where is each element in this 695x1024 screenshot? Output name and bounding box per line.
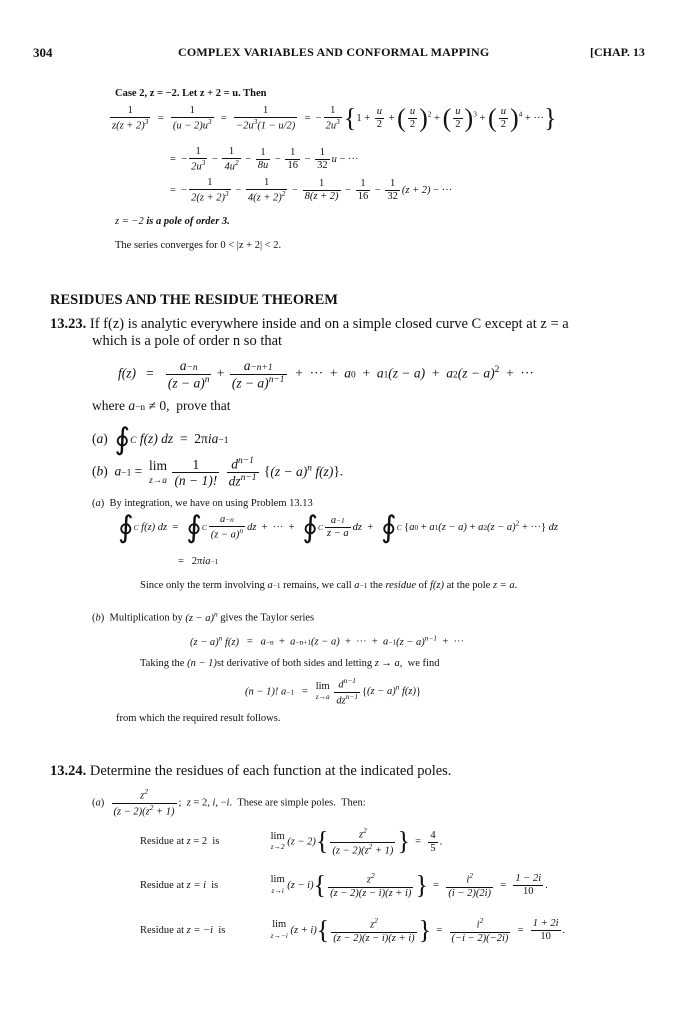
problem-13-24-statement: 13.24. Determine the residues of each function at the indicated poles. bbox=[50, 763, 452, 779]
solution-a-intro: (a) By integration, we have on using Problem 13.13 bbox=[92, 498, 313, 509]
laurent-series: f(z) = $\frac{a-n}{(z - a)^n}$ + $\frac{a-n+1}{(z - a)^{n-1}}$ + ··· + $a0 + a1(z - a) + a2(z - a)^2$ + ··· bbox=[118, 358, 534, 391]
case2-line1: $\frac{1}{z(z + 2)^3}$ = $\frac{1}{(u - 2)u^3}$ = $\frac{1}{-2u^3(1 - u/2)}$ = − $\frac{1}{2u^3}$ {1 + $\frac{u}{2}$ + ( $\frac{u}{2}$ )$^2$ + ( $\frac{u}{2}$ )$^3$ + ( $\frac{u}{2}$ )$^4$ + ···} bbox=[112, 103, 557, 133]
convergence-note: The series converges for 0 < |z + 2| < 2. bbox=[115, 240, 282, 251]
case2-line3: = − $\frac{1}{2(z + 2)^3}$ − $\frac{1}{4(z + 2)^2}$ − $\frac{1}{8(z + 2)}$ − $\frac{1}{16}$ − $\frac{1}{32}$ (z + 2) − ··· bbox=[170, 177, 453, 204]
case2-intro: Case 2, z = −2. Let z + 2 = u. Then bbox=[115, 88, 267, 99]
solution-b-intro: (b) Multiplication by $(z - a)^n$ gives the Taylor series bbox=[92, 609, 315, 624]
problem-13-23-statement-cont: which is a pole of order n so that bbox=[92, 333, 283, 349]
solution-b-text: Taking the (n − 1)st derivative of both sides and letting z → a, we find bbox=[140, 658, 440, 669]
case2-line2: = − $\frac{1}{2u^3}$ − $\frac{1}{4u^2}$ − $\frac{1}{8u}$ − $\frac{1}{16}$ − $\frac{1}{32}$ u − ··· bbox=[170, 146, 359, 173]
problem-13-23-statement: 13.23. If f(z) is analytic everywhere inside and on a simple closed curve C except at z = a bbox=[50, 316, 569, 332]
solution-a-result: = 2πia−1 bbox=[178, 556, 219, 567]
chapter-label: [CHAP. 13 bbox=[590, 45, 645, 59]
problem-13-24-part-a: (a) $\frac{z^2}{(z - 2)(z^2 + 1)}$ ; z = 2, i, −i. These are simple poles. Then: bbox=[92, 787, 366, 818]
residue-at-2: Residue at z = 2 is lim z→2 (z − 2){ $\frac{z^2}{(z - 2)(z^2 + 1)}$ } = $\frac{4}{5}$ . bbox=[140, 826, 443, 857]
where-clause: where a−n ≠ 0, prove that bbox=[92, 398, 231, 413]
pole-note: z = −2 is a pole of order 3. bbox=[115, 216, 230, 227]
solution-b-equation: (n − 1)! a−1 = lim z→a $\frac{d^{n-1}}{dz^{n-1}}$ {$(z - a)^n$ f(z)} bbox=[245, 676, 422, 707]
solution-b-end: from which the required result follows. bbox=[116, 713, 281, 724]
section-title: RESIDUES AND THE RESIDUE THEOREM bbox=[50, 292, 338, 308]
page-number: 304 bbox=[33, 45, 53, 60]
residue-at-i: Residue at z = i is lim z→i (z − i){ $\frac{z^2}{(z - 2)(z - i)(z + i)}$ } = $\frac{i^2}{(i - 2)(2i)}$ = $\frac{1 - 2i}{10}$ . bbox=[140, 870, 548, 900]
taylor-series: $(z - a)^n$ f(z) = a−n + a−n+1(z − a) + ··· + $a-1(z - a)^{n-1}$ + ··· bbox=[190, 633, 465, 648]
residue-definition: Since only the term involving a−1 remains, we call a−1 the residue of f(z) at the pole z = a. bbox=[140, 580, 518, 591]
part-a-statement: (a) ∮C f(z) dz = 2πia−1 bbox=[92, 423, 229, 456]
residue-at-minus-i: Residue at z = −i is lim z→−i (z + i){ $\frac{z^2}{(z - 2)(z - i)(z + i)}$ } = $\frac{i^2}{(-i - 2)(-2i)}$ = $\frac{1 + 2i}{10}$ . bbox=[140, 915, 566, 945]
running-title: COMPLEX VARIABLES AND CONFORMAL MAPPING bbox=[178, 45, 490, 59]
part-b-statement: (b) a−1 = lim z→a $\frac{1}{(n - 1)!}$ $\frac{d^{n-1}}{dz^{n-1}}$ {$(z - a)^n$ f(z)}. bbox=[92, 456, 344, 489]
solution-a-equation: ∮C f(z) dz = ∮C $\frac{a-n}{(z - a)^n}$ dz + ··· + ∮C $\frac{a-1}{z - a}$ dz + ∮C {$a0 + a1(z - a) + a2(z - a)^2$ + ···} dz bbox=[118, 510, 559, 544]
